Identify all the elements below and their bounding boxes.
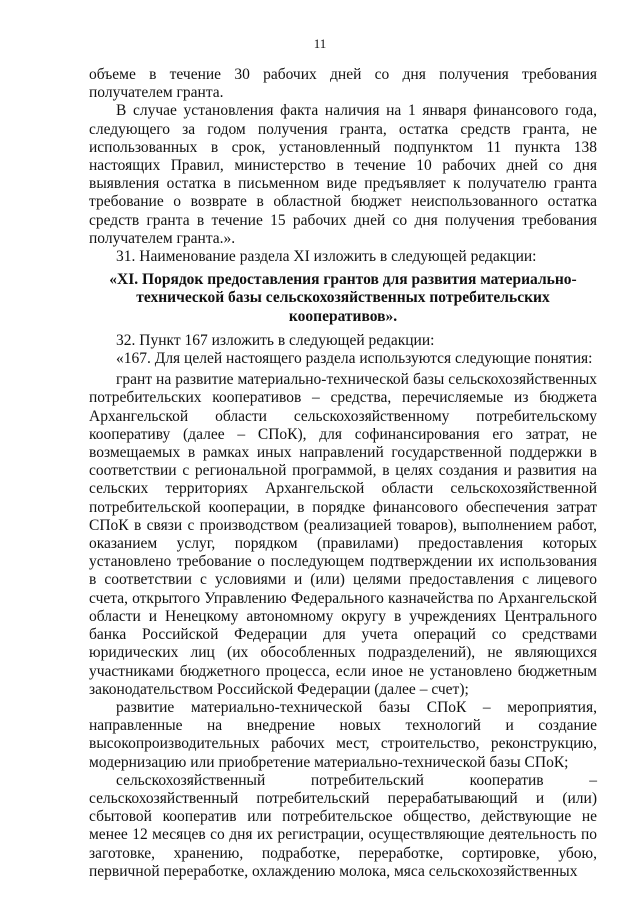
paragraph-item-31: 31. Наименование раздела XI изложить в следующей редакции: <box>116 248 537 266</box>
paragraph-grant-definition: грант на развитие материально-технической базы сельскохозяйственных потребительских кооперативов – средства, перечисляемые из бюджета Архангельской области сельскохозяйственному потребительскому кооперативу (далее – СПоК), для софинансирования его затрат, не возмещаемых в рамках иных направлений государственной поддержки в соответствии с региональной программой, в целях создания и развития на сельских территориях Архангельской области сельскохозяйственной потребительской кооперации, в порядке финансового обеспечения затрат СПоК в связи с производством (реализацией товаров), выполнением работ, оказанием услуг, порядком (правилами) предоставления которых установлено требование о последующем подтверждении их использования в соответствии с условиями и (или) целями предоставления с лицевого счета, открытого Управлению Федерального казначейства по Архангельской области и Ненецкому автономному округу в учреждениях Центрального банка Российской Федерации для учета операций со средствами юридических лиц (их обособленных подразделений), не являющихся участниками бюджетного процесса, если иное не установлено бюджетным законодательством Российской Федерации (далее – счет); <box>89 371 597 698</box>
page-number: 11 <box>313 36 327 51</box>
paragraph-item-32: 32. Пункт 167 изложить в следующей редакции: <box>116 331 435 349</box>
paragraph-grant-remainder: В случае установления факта наличия на 1 января финансового года, следующего за годом получения гранта, остатка средств гранта, не использованных в срок, установленный подпунктом 11 пункта 138 настоящих Правил, министерство в течение 10 рабочих дней со дня выявления остатка в письменном виде предъявляет к получателю гранта требование о возврате в областной бюджет неиспользованного остатка средств гранта в течение 15 рабочих дней со дня получения требования получателем гранта.». <box>89 102 597 247</box>
document-body <box>89 66 597 881</box>
paragraph-item-167: «167. Для целей настоящего раздела используются следующие понятия: <box>116 350 593 368</box>
paragraph-development-definition: развитие материально-технической базы СПоК – мероприятия, направленные на внедрение новых технологий и создание высокопроизводительных рабочих мест, строительство, реконструкцию, модернизацию или приобретение материально-технической базы СПоК; <box>89 698 597 771</box>
section-heading: «XI. Порядок предоставления грантов для развития материально-технической базы сельскохозяйственных потребительских кооперативов». <box>109 271 577 325</box>
paragraph-cooperative-definition: сельскохозяйственный потребительский кооператив – сельскохозяйственный потребительский перерабатывающий и (или) сбытовой кооператив или потребительское общество, действующие не менее 12 месяцев со дня их регистрации, осуществляющие деятельность по заготовке, хранению, подработке, переработке, сортировке, убою, первичной переработке, охлаждению молока, мяса сельскохозяйственных <box>89 771 597 880</box>
paragraph-continuation: объеме в течение 30 рабочих дней со дня получения требования получателем гранта. <box>89 66 597 102</box>
